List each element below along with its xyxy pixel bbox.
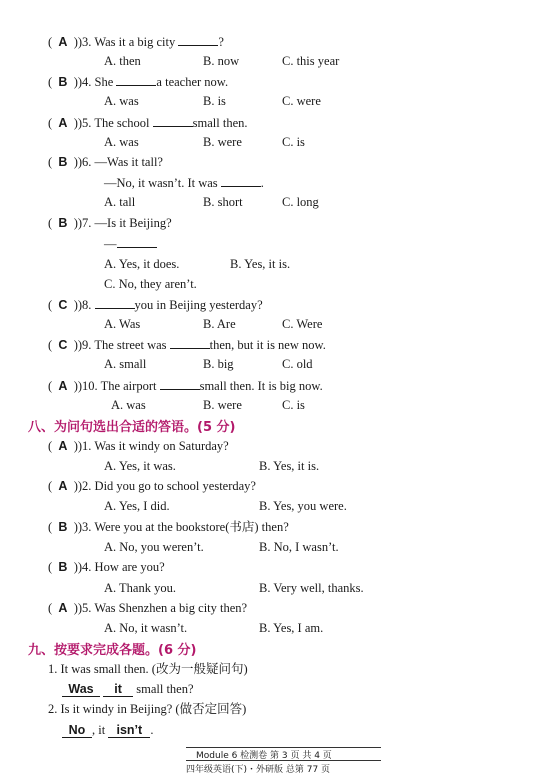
- question-text-end: small then.: [192, 116, 248, 130]
- answer: A: [58, 479, 68, 493]
- blank: [116, 73, 156, 86]
- blank: [170, 336, 210, 349]
- option-c: C. this year: [282, 54, 340, 68]
- blank: [153, 114, 193, 127]
- question-text: How are you?: [94, 560, 165, 574]
- question-number: )10.: [77, 379, 98, 393]
- answer: B: [58, 520, 68, 534]
- footer-rule-middle: [186, 760, 381, 761]
- question-text: Were you at the bookstore(书店) then?: [94, 520, 289, 534]
- option-c: C. old: [282, 357, 313, 371]
- question-text-end: .: [260, 176, 264, 190]
- question-7-5: ( A ))5. The school small then.: [48, 116, 248, 130]
- filled-blank: it: [103, 682, 133, 697]
- question-text: —No, it wasn’t. It was: [104, 176, 218, 190]
- option-b: B. No, I wasn’t.: [259, 540, 339, 554]
- answer-text-end: .: [150, 723, 154, 737]
- blank: [178, 33, 218, 46]
- question-number: )3.: [77, 35, 92, 49]
- blank: [117, 235, 157, 248]
- question-7-3: ( A ))3. Was it a big city ?: [48, 35, 224, 49]
- question-7-10: ( A ))10. The airport small then. It is big now.: [48, 379, 323, 393]
- question-number: )1.: [77, 439, 92, 453]
- option-c: C. Were: [282, 317, 323, 331]
- answer: B: [58, 155, 68, 169]
- question-number: )4.: [77, 560, 92, 574]
- filled-blank: No: [62, 723, 92, 738]
- answer: A: [58, 379, 68, 393]
- question-text: The airport: [100, 379, 157, 393]
- question-number: )4.: [77, 75, 92, 89]
- option-b: B. Very well, thanks.: [259, 581, 364, 595]
- question-number: )3.: [77, 520, 92, 534]
- blank: [160, 377, 200, 390]
- section-8-heading: 八、为问句选出合适的答语。(5 分): [28, 420, 236, 435]
- question-text-end: ?: [218, 35, 224, 49]
- option-a: A. then: [104, 54, 141, 68]
- option-a: A. No, you weren’t.: [104, 540, 204, 554]
- question-number: )7.: [77, 216, 92, 230]
- question-text: Was Shenzhen a big city then?: [94, 601, 248, 615]
- answer-text-end: small then?: [136, 682, 194, 696]
- option-c: C. long: [282, 195, 319, 209]
- answer: B: [58, 560, 68, 574]
- question-7-7-line2: [104, 235, 157, 252]
- option-a: A. small: [104, 357, 147, 371]
- option-a: A. was: [111, 398, 146, 412]
- footer-grade-line: 四年级英语(下)・外研版 总第 77 页: [186, 765, 331, 775]
- question-text: Did you go to school yesterday?: [94, 479, 256, 493]
- answer: B: [58, 216, 68, 230]
- question-text: Was it a big city: [94, 35, 176, 49]
- question-7-7: ( B ))7. —Is it Beijing?: [48, 216, 172, 230]
- question-text: Was it windy on Saturday?: [94, 439, 229, 453]
- option-b: B. Yes, you were.: [259, 499, 347, 513]
- question-number: )6.: [77, 155, 92, 169]
- option-a: A. was: [104, 94, 139, 108]
- question-8-5: ( A ))5. Was Shenzhen a big city then?: [48, 601, 248, 615]
- task-9-1-prompt: 1. It was small then. (改为一般疑问句): [48, 662, 248, 676]
- question-text: The street was: [94, 338, 167, 352]
- option-b: B. short: [203, 195, 243, 209]
- option-c: C. is: [282, 398, 305, 412]
- option-a: A. was: [104, 135, 139, 149]
- question-7-6-line2: [104, 174, 264, 191]
- question-number: )2.: [77, 479, 92, 493]
- dash: —: [104, 237, 117, 251]
- task-9-2-prompt: 2. Is it windy in Beijing? (做否定回答): [48, 702, 247, 716]
- question-number: )5.: [77, 116, 92, 130]
- section-9-heading: 九、按要求完成各题。(6 分): [28, 643, 197, 658]
- footer-module-line: Module 6 检测卷 第 3 页 共 4 页: [196, 751, 332, 761]
- question-text-end: a teacher now.: [156, 75, 229, 89]
- answer: A: [58, 116, 68, 130]
- question-number: )5.: [77, 601, 92, 615]
- task-9-2-answer: [62, 722, 153, 738]
- question-text: She: [94, 75, 114, 89]
- option-b: B. were: [203, 135, 242, 149]
- answer: C: [58, 338, 68, 352]
- option-c: C. were: [282, 94, 321, 108]
- option-a: A. Yes, it does.: [104, 257, 180, 271]
- option-b: B. Yes, it is.: [259, 459, 320, 473]
- question-number: )9.: [77, 338, 92, 352]
- answer: A: [58, 601, 68, 615]
- question-8-1: ( A ))1. Was it windy on Saturday?: [48, 439, 229, 453]
- question-text: —Is it Beijing?: [94, 216, 172, 230]
- option-a: A. Thank you.: [104, 581, 176, 595]
- option-c: C. No, they aren’t.: [104, 277, 197, 291]
- option-a: A. Yes, I did.: [104, 499, 170, 513]
- option-b: B. Are: [203, 317, 236, 331]
- option-b: B. Yes, I am.: [259, 621, 324, 635]
- option-b: B. Yes, it is.: [230, 257, 291, 271]
- option-a: A. No, it wasn’t.: [104, 621, 188, 635]
- question-7-9: ( C ))9. The street was then, but it is new now.: [48, 338, 326, 352]
- answer: A: [58, 35, 68, 49]
- question-8-3: ( B ))3. Were you at the bookstore(书店) then?: [48, 520, 289, 534]
- filled-blank: isn’t: [108, 723, 150, 738]
- question-7-6: ( B ))6. —Was it tall?: [48, 155, 163, 169]
- question-8-2: ( A ))2. Did you go to school yesterday?: [48, 479, 256, 493]
- blank: [221, 174, 261, 187]
- question-7-4: ( B ))4. She a teacher now.: [48, 75, 229, 89]
- answer: B: [58, 75, 68, 89]
- answer-text-mid: , it: [92, 723, 106, 737]
- option-b: B. big: [203, 357, 234, 371]
- filled-blank: Was: [62, 682, 100, 697]
- question-number: )8.: [77, 298, 92, 312]
- answer: C: [58, 298, 68, 312]
- option-b: B. were: [203, 398, 242, 412]
- option-c: C. is: [282, 135, 305, 149]
- question-text-end: then, but it is new now.: [209, 338, 326, 352]
- question-8-4: ( B ))4. How are you?: [48, 560, 165, 574]
- option-a: A. tall: [104, 195, 136, 209]
- blank: [95, 296, 135, 309]
- answer: A: [58, 439, 68, 453]
- option-a: A. Yes, it was.: [104, 459, 176, 473]
- question-text-end: you in Beijing yesterday?: [134, 298, 263, 312]
- option-b: B. now: [203, 54, 240, 68]
- question-text: The school: [94, 116, 150, 130]
- question-text-end: small then. It is big now.: [199, 379, 323, 393]
- task-9-1-answer: [62, 681, 194, 697]
- question-7-8: ( C ))8. you in Beijing yesterday?: [48, 298, 263, 312]
- option-a: A. Was: [104, 317, 141, 331]
- question-text: —Was it tall?: [94, 155, 163, 169]
- option-b: B. is: [203, 94, 226, 108]
